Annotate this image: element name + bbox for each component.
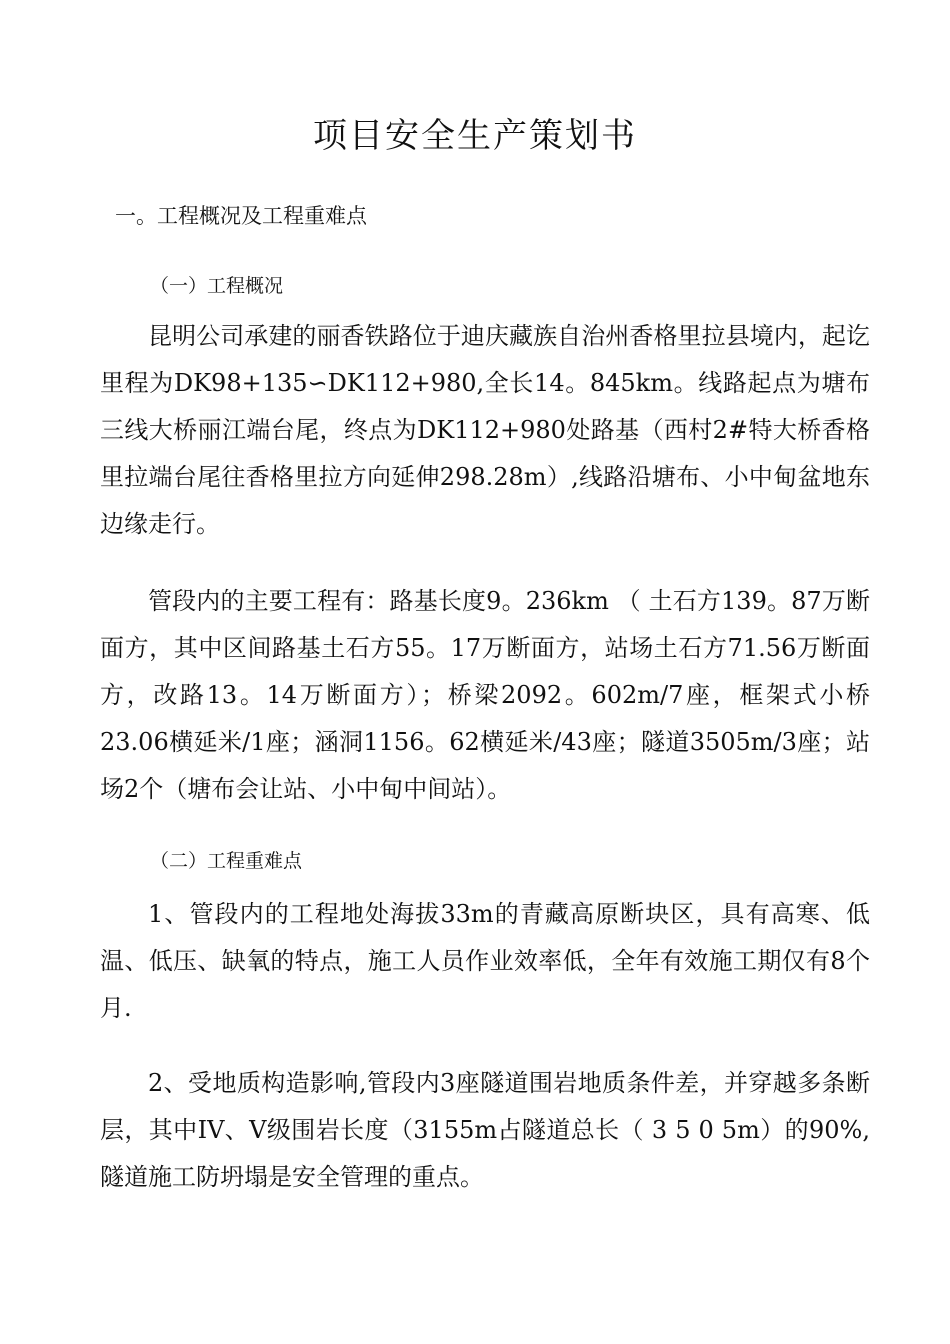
paragraph-main-works: 管段内的主要工程有：路基长度9。236km （ 土石方139。87万断面方，其中区间路基土石方55。17万断面方，站场土石方71.56万断面方，改路13。14万断面方）；桥梁2092。602m/7座，框架式小桥23.06横延米/1座；涵洞1156。62横延米/43座；隧道3505m/3座；站场2个（塘布会让站、小中甸中间站）。	[100, 587, 870, 803]
paragraph-difficulty-tunnel: 2、受地质构造影响,管段内3座隧道围岩地质条件差，并穿越多条断层，其中IV、V级围岩长度（3155m占隧道总长（ 3 5 0 5m）的90%,隧道施工防坍塌是安全管理的重点。	[100, 1069, 870, 1191]
subsection-heading-overview: （一）工程概况	[150, 275, 284, 297]
section-heading-overview-and-difficulties: 一。工程概况及工程重难点	[115, 204, 367, 228]
document-title: 项目安全生产策划书	[313, 116, 637, 156]
subsection-heading-difficulties: （二）工程重难点	[150, 850, 303, 872]
paragraph-difficulty-altitude: 1、管段内的工程地处海拔33m的青藏高原断块区，具有高寒、低温、低压、缺氧的特点，施工人员作业效率低，全年有效施工期仅有8个月.	[100, 900, 870, 1022]
paragraph-project-location: 昆明公司承建的丽香铁路位于迪庆藏族自治州香格里拉县境内，起讫里程为DK98+135∽DK112+980,全长14。845km。线路起点为塘布三线大桥丽江端台尾，终点为DK112+980处路基（西村2#特大桥香格里拉端台尾往香格里拉方向延伸298.28m）,线路沿塘布、小中甸盆地东边缘走行。	[100, 322, 870, 538]
